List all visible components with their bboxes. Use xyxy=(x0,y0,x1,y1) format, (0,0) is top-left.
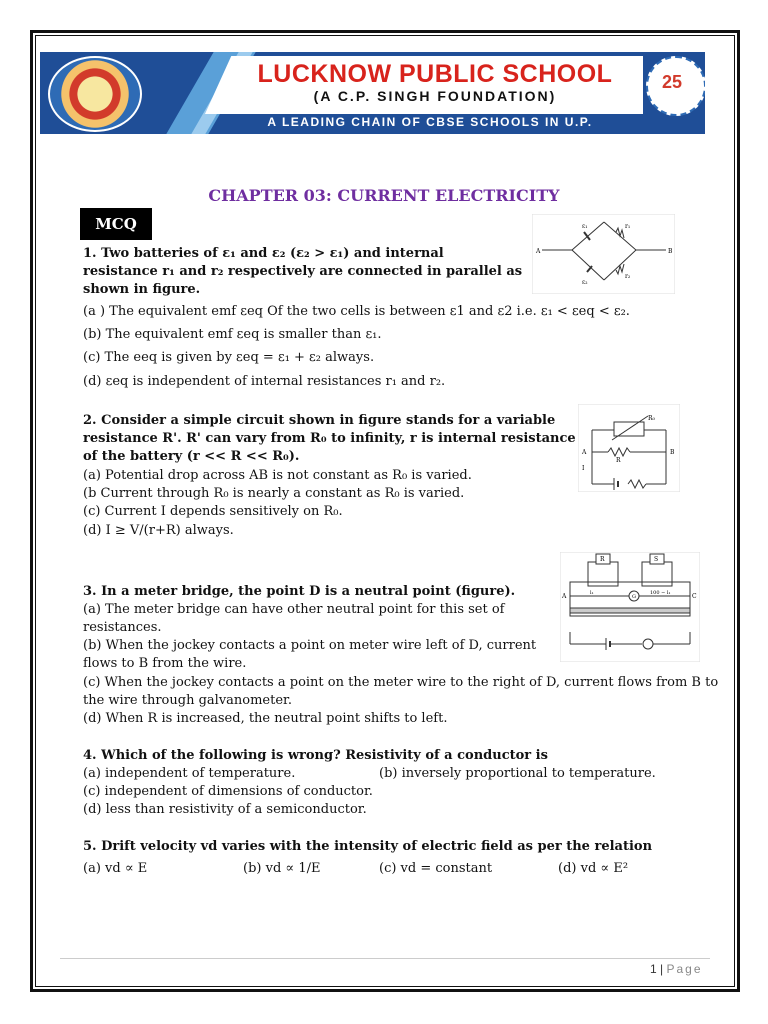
anniversary-number: 25 xyxy=(662,72,683,92)
q1-option-c: (c) The eeq is given by εeq = ε₁ + ε₂ always. xyxy=(83,350,375,365)
q1-option-a: (a ) The equivalent emf εeq Of the two cells is between ε1 and ε2 i.e. ε₁ < εeq < ε₂. xyxy=(83,304,630,319)
fig3-label-r: R xyxy=(600,556,605,563)
fig1-label-r2: r₂ xyxy=(625,273,631,280)
q3-line-1: 3. In a meter bridge, the point D is a neutral point (figure). xyxy=(83,584,516,599)
figure-q3-meter-bridge xyxy=(560,552,700,662)
school-banner xyxy=(40,52,705,134)
fig2-label-i: I xyxy=(582,465,585,472)
fig1-label-a: A xyxy=(536,248,541,255)
fig3-label-len: 100 − l₁ xyxy=(650,590,671,596)
q3-option-d: (d) When R is increased, the neutral point shifts to left. xyxy=(83,711,448,726)
school-logo-icon xyxy=(48,56,142,132)
fig1-label-e1: ε₁ xyxy=(582,223,588,230)
q3-option-c-2: the wire through galvanometer. xyxy=(83,693,292,708)
q1-line-3: shown in figure. xyxy=(83,282,201,297)
q5-option-a: (a) vd ∝ E xyxy=(83,861,148,876)
school-tagline: A LEADING CHAIN OF CBSE SCHOOLS IN U.P. xyxy=(267,115,593,129)
q3-option-b-1: (b) When the jockey contacts a point on meter wire left of D, current xyxy=(83,638,537,653)
q4-line-1: 4. Which of the following is wrong? Resistivity of a conductor is xyxy=(83,748,548,763)
q4-option-d: (d) less than resistivity of a semiconductor. xyxy=(83,802,367,817)
page-footer xyxy=(650,962,703,976)
school-foundation: (A C.P. SINGH FOUNDATION) xyxy=(313,88,557,104)
footer-divider xyxy=(60,958,710,959)
fig2-label-ro: R₀ xyxy=(648,415,655,422)
fig2-label-b: B xyxy=(670,449,675,456)
fig3-label-s: S xyxy=(654,556,659,563)
chapter-title: CHAPTER 03: CURRENT ELECTRICITY xyxy=(208,186,560,205)
q5-line-1: 5. Drift velocity vd varies with the intensity of electric field as per the relation xyxy=(83,839,653,854)
fig2-label-a: A xyxy=(582,449,587,456)
figure-q2-variable-resistance xyxy=(578,404,680,492)
q2-line-3: of the battery (r << R << R₀). xyxy=(83,449,300,464)
q4-option-a: (a) independent of temperature. xyxy=(83,766,296,781)
page-separator: | xyxy=(660,962,664,976)
section-label: MCQ xyxy=(80,208,152,240)
q2-option-c: (c) Current I depends sensitively on R₀. xyxy=(83,504,343,519)
fig1-label-b: B xyxy=(668,248,673,255)
q4-option-b: (b) inversely proportional to temperature. xyxy=(379,766,656,781)
fig3-label-g: G xyxy=(632,594,636,600)
q3-option-a-2: resistances. xyxy=(83,620,162,635)
fig2-label-r: R xyxy=(616,457,621,464)
q1-option-d: (d) εeq is independent of internal resistances r₁ and r₂. xyxy=(83,374,446,389)
q4-option-c: (c) independent of dimensions of conductor. xyxy=(83,784,373,799)
page-label: Page xyxy=(666,962,703,976)
q2-option-b: (b Current through R₀ is nearly a constant as R₀ is varied. xyxy=(83,486,465,501)
fig3-label-c: C xyxy=(692,593,697,600)
q2-line-1: 2. Consider a simple circuit shown in figure stands for a variable xyxy=(83,413,556,428)
q5-option-d: (d) vd ∝ E² xyxy=(558,861,629,876)
q5-option-b: (b) vd ∝ 1/E xyxy=(243,861,321,876)
q1-line-1: 1. Two batteries of ε₁ and ε₂ (ε₂ > ε₁) and internal xyxy=(83,246,444,261)
q3-option-c-1: (c) When the jockey contacts a point on the meter wire to the right of D, current flows from B to xyxy=(83,675,719,690)
q3-option-b-2: flows to B from the wire. xyxy=(83,656,247,671)
school-name: LUCKNOW PUBLIC SCHOOL xyxy=(257,60,613,88)
fig3-label-l1: l₁ xyxy=(590,590,594,596)
q1-option-b: (b) The equivalent emf εeq is smaller than ε₁. xyxy=(83,327,382,342)
q2-line-2: resistance R'. R' can vary from R₀ to infinity, r is internal resistance xyxy=(83,431,576,446)
q1-line-2: resistance r₁ and r₂ respectively are connected in parallel as xyxy=(83,264,523,279)
page-number: 1 xyxy=(650,962,657,976)
fig3-label-a: A xyxy=(562,593,567,600)
q3-option-a-1: (a) The meter bridge can have other neutral point for this set of xyxy=(83,602,505,617)
q5-option-c: (c) vd = constant xyxy=(379,861,493,876)
fig1-label-r1: r₁ xyxy=(625,223,631,230)
q2-option-d: (d) I ≥ V/(r+R) always. xyxy=(83,523,234,538)
anniversary-logo-icon xyxy=(646,56,705,116)
q2-option-a: (a) Potential drop across AB is not constant as R₀ is varied. xyxy=(83,468,472,483)
figure-q1-parallel-cells xyxy=(532,214,675,294)
fig1-label-e2: ε₂ xyxy=(582,279,588,286)
